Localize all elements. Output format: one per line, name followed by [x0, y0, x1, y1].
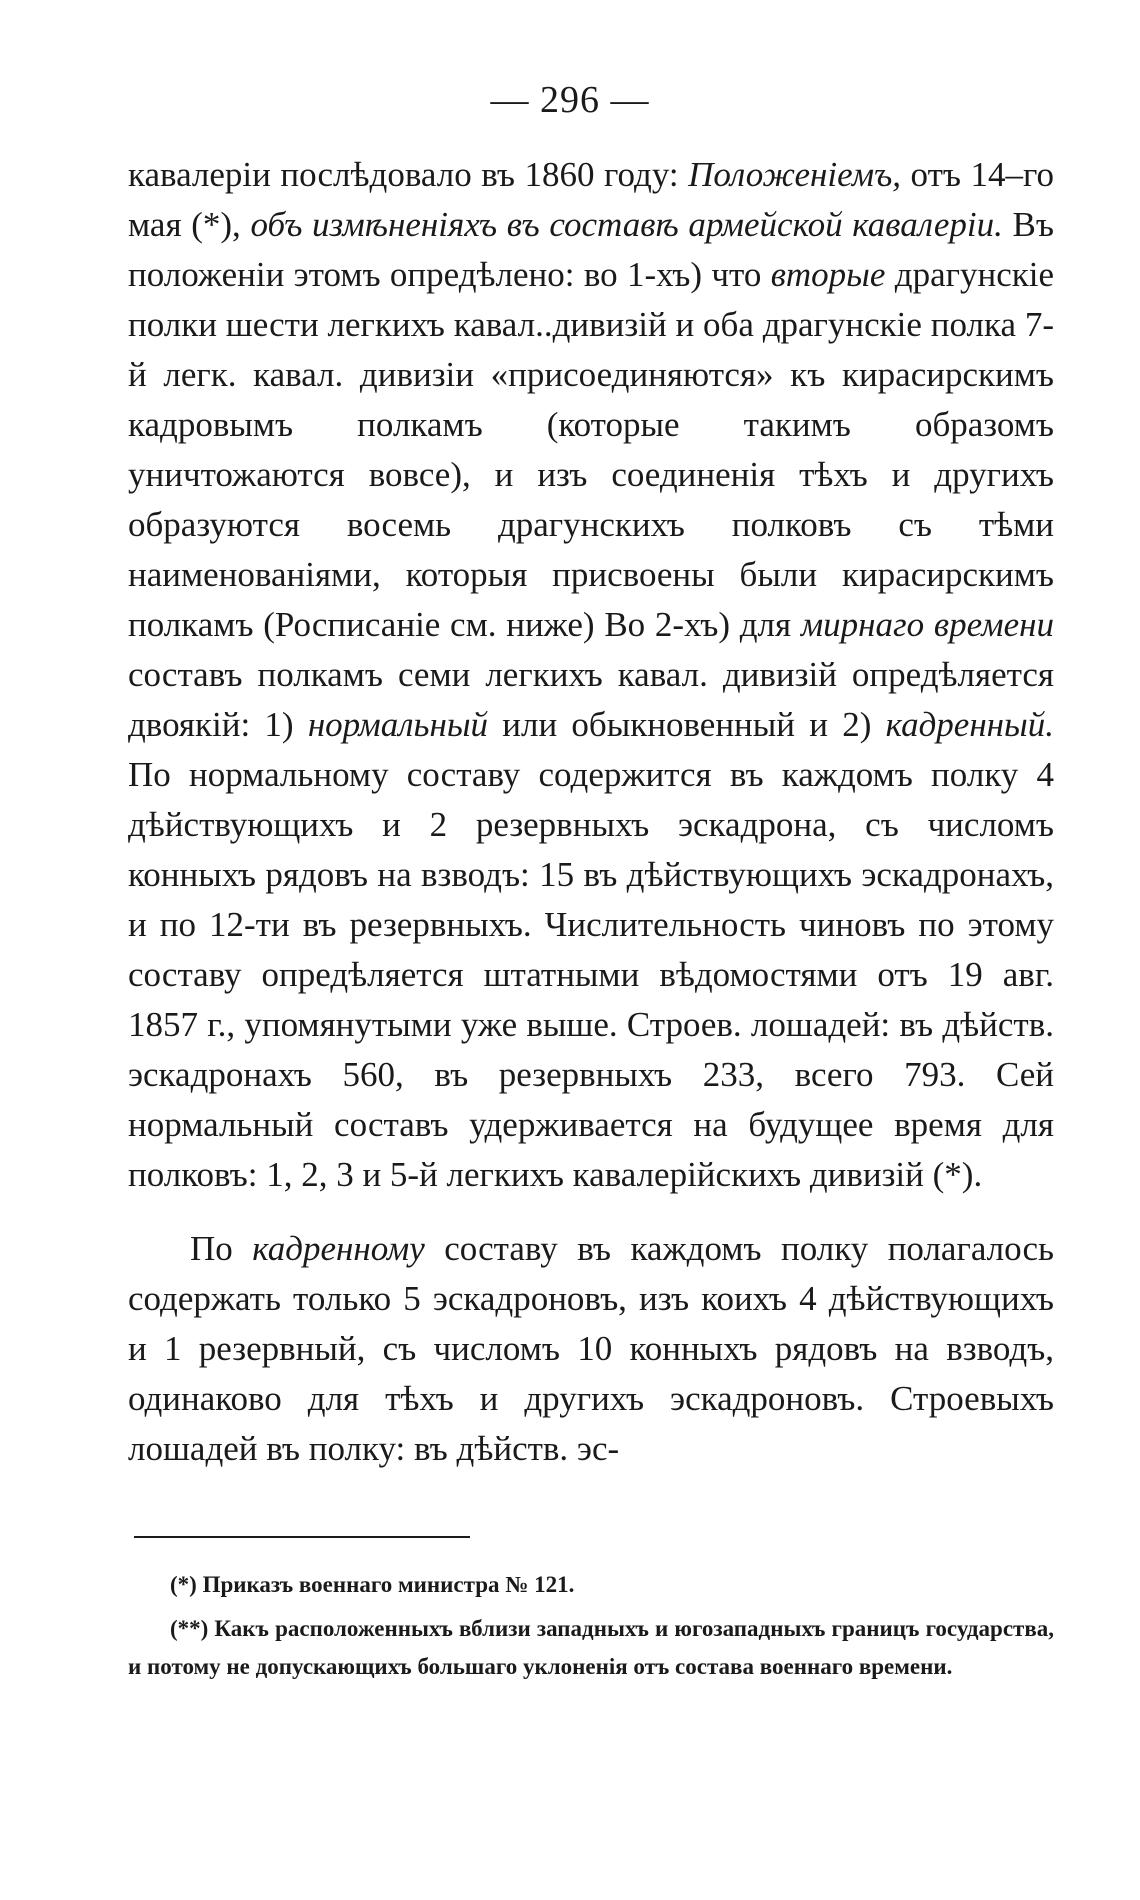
p1-seg5: Въ положеніи этомъ опредѣлено: во 1-хъ) что [128, 205, 1054, 294]
footnotes [128, 1566, 1054, 1692]
p2-seg3: составу въ каждомъ полку полагалось содержать только 5 эскадроновъ, изъ коихъ 4 дѣйствующихъ и 1 резервный, съ числомъ 10 конныхъ рядовъ на взводъ, одинаково для тѣхъ и другихъ эскадроновъ. Строевыхъ лошадей въ полку: въ дѣйств. эс- [128, 1229, 1055, 1468]
paragraph-2 [128, 1224, 1054, 1474]
p1-seg8: мирнаго времени [800, 605, 1054, 644]
p1-seg9: составъ полкамъ семи легкихъ кавал. дивизій опредѣляется двоякій: 1) [128, 655, 1054, 744]
page-number: — 296 — [490, 79, 650, 121]
p1-seg4: объ измѣненіяхъ въ составѣ армейской кавалеріи. [250, 205, 1003, 244]
p1-seg2: Положеніемъ, [688, 155, 901, 194]
footnote-1: (*) Приказъ военнаго министра № 121. [170, 1572, 575, 1597]
footnote-divider [134, 1536, 470, 1538]
footnote-2: (**) Какъ расположенныхъ вблизи западныхъ и югозападныхъ границъ государства, и потому не допускающихъ большаго уклоненія отъ состава военнаго времени. [128, 1616, 1054, 1679]
paragraph-1 [128, 150, 1054, 1200]
p2-seg2: кадренному [252, 1229, 425, 1268]
p2-seg1: По [190, 1229, 253, 1268]
p1-seg3: отъ 14–го мая (*), [128, 155, 1054, 244]
p1-seg7: драгунскіе полки шести легкихъ кавал..дивизій и оба драгунскіе полка 7-й легк. кавал. дивизіи «присоединяются» къ кирасирскимъ кадровымъ полкамъ (которые такимъ образомъ уничтожаются вовсе), и изъ соединенія тѣхъ и другихъ образуются восемь драгунскихъ полковъ съ тѣми наименованіями, которыя присвоены были кирасирскимъ полкамъ (Росписаніе см. ниже) Во 2-хъ) для [128, 255, 1054, 644]
p1-seg11: или обыкновенный и 2) [488, 705, 886, 744]
main-text [128, 150, 1054, 1474]
p1-seg1: кавалеріи послѣдовало въ 1860 году: [128, 155, 689, 194]
p1-seg10: нормальный [307, 705, 489, 744]
p1-seg6: вторые [770, 255, 886, 294]
p1-seg12: кадренный. [885, 705, 1054, 744]
p1-seg13: По нормальному составу содержится въ каждомъ полку 4 дѣйствующихъ и 2 резервныхъ эскадрона, съ числомъ конныхъ рядовъ на взводъ: 15 въ дѣйствующихъ эскадронахъ, и по 12-ти въ резервныхъ. Числительность чиновъ по этому составу опредѣляется штатными вѣдомостями отъ 19 авг. 1857 г., упомянутыми уже выше. Строев. лошадей: въ дѣйств. эскадронахъ 560, въ резервныхъ 233, всего 793. Сей нормальный составъ удерживается на будущее время для полковъ: 1, 2, 3 и 5-й легкихъ кавалерійскихъ дивизій (*). [128, 755, 1054, 1194]
